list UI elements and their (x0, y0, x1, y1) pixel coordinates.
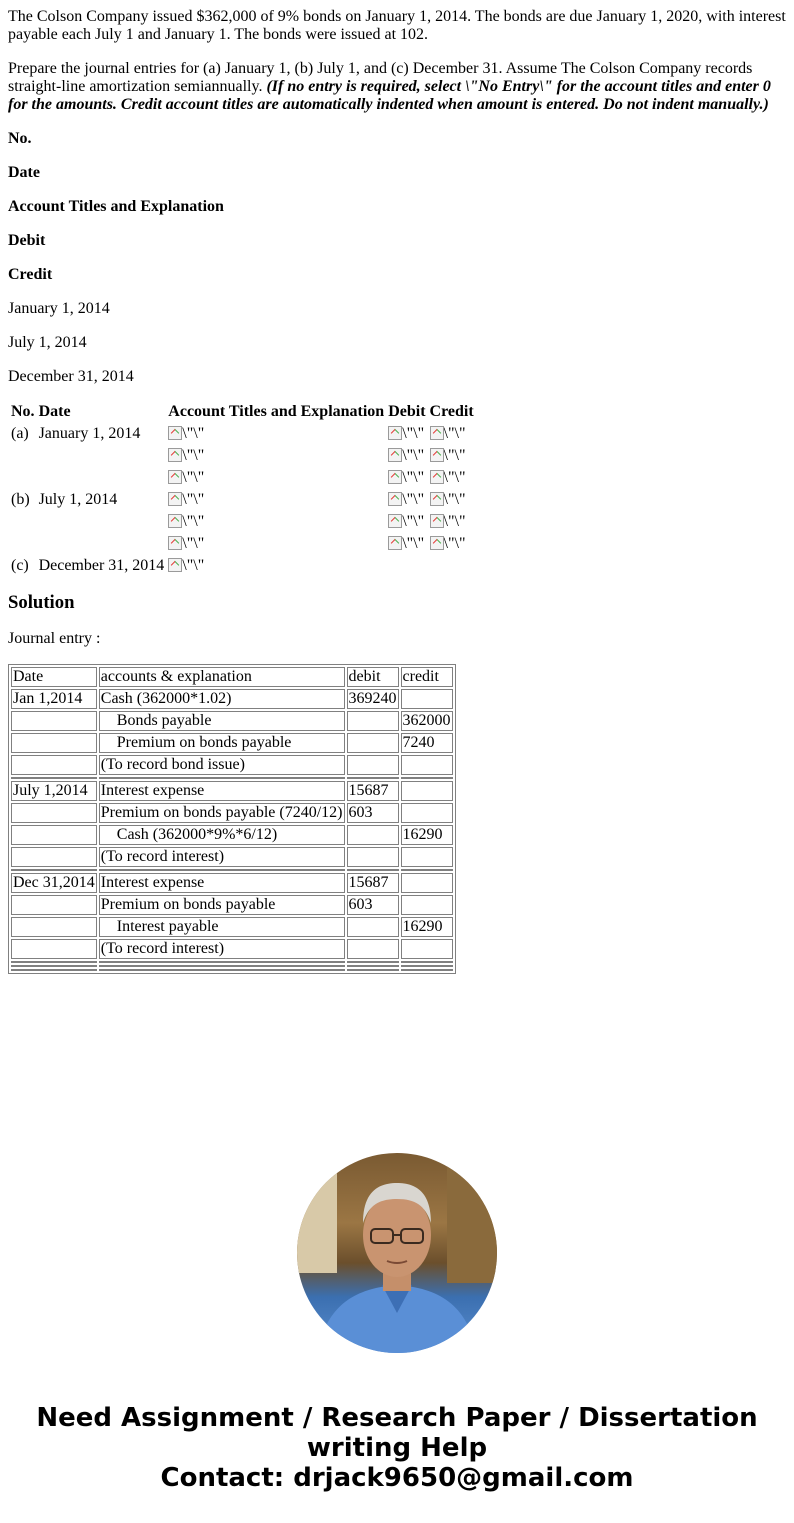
solution-header-credit: credit (401, 667, 453, 687)
broken-image-icon (168, 426, 182, 440)
promo-help-text: Need Assignment / Research Paper / Dissertation writing Help (36, 1403, 758, 1463)
solution-heading: Solution (8, 592, 75, 613)
table-row (11, 825, 453, 845)
broken-image-alt: \"\" (402, 513, 425, 530)
form-cell-credit (429, 534, 475, 554)
separator-cell (347, 969, 399, 971)
form-cell-credit (429, 556, 475, 576)
separator-cell (99, 961, 345, 963)
solution-cell-account (99, 781, 345, 801)
form-cell-date: July 1, 2014 (38, 491, 118, 508)
account-select[interactable] (168, 514, 204, 530)
broken-image-icon (168, 470, 182, 484)
form-row (10, 468, 475, 488)
credit-input[interactable] (430, 426, 466, 442)
solution-debit-text: 603 (348, 896, 373, 913)
separator-cell (11, 869, 97, 871)
form-header-account: Account Titles and Explanation (168, 403, 385, 420)
solution-cell-credit (401, 847, 453, 867)
solution-cell-credit (401, 689, 453, 709)
form-header-credit: Credit (429, 403, 474, 420)
form-cell-no: (a) (11, 425, 29, 442)
form-row (10, 512, 475, 532)
form-cell-credit (429, 512, 475, 532)
separator-cell (347, 869, 399, 871)
broken-image-alt: \"\" (182, 513, 205, 530)
author-portrait-icon (297, 1153, 497, 1353)
account-select[interactable] (168, 426, 204, 442)
broken-image-alt: \"\" (182, 535, 205, 552)
solution-account-text: Interest expense (100, 874, 205, 891)
table-row (11, 917, 453, 937)
solution-credit-text: 16290 (402, 826, 443, 843)
separator-cell (99, 869, 345, 871)
broken-image-icon (430, 426, 444, 440)
form-cell-credit (429, 468, 475, 488)
broken-image-icon (388, 470, 402, 484)
broken-image-alt: \"\" (182, 425, 205, 442)
solution-credit-text: 7240 (402, 734, 435, 751)
form-header-no: No. (11, 403, 35, 420)
broken-image-alt: \"\" (182, 557, 205, 574)
table-row (11, 939, 453, 959)
solution-cell-credit (401, 711, 453, 731)
account-select[interactable] (168, 448, 204, 464)
form-header-row (10, 402, 475, 422)
solution-account-text: (To record interest) (100, 940, 225, 957)
solution-cell-credit (401, 939, 453, 959)
broken-image-alt: \"\" (402, 491, 425, 508)
separator-cell (99, 969, 345, 971)
solution-cell-date (11, 939, 97, 959)
debit-input[interactable] (388, 536, 424, 552)
form-cell-account (167, 534, 385, 554)
table-separator-row (11, 961, 453, 963)
label-account-titles: Account Titles and Explanation (8, 198, 224, 215)
solution-credit-text: 16290 (402, 918, 443, 935)
solution-cell-account (99, 755, 345, 775)
form-cell-account (167, 468, 385, 488)
solution-header-debit: debit (347, 667, 399, 687)
solution-cell-debit (347, 939, 399, 959)
broken-image-icon (168, 536, 182, 550)
solution-header-date: Date (11, 667, 97, 687)
debit-input[interactable] (388, 514, 424, 530)
form-cell-account (167, 446, 385, 466)
broken-image-icon (430, 448, 444, 462)
solution-account-text: Premium on bonds payable (7240/12) (100, 804, 343, 821)
form-row (10, 490, 475, 510)
broken-image-icon (388, 492, 402, 506)
debit-input[interactable] (388, 426, 424, 442)
broken-image-icon (388, 536, 402, 550)
form-cell-date (38, 534, 166, 554)
separator-cell (11, 961, 97, 963)
solution-cell-date (11, 803, 97, 823)
solution-cell-debit (347, 873, 399, 893)
form-cell-date (38, 468, 166, 488)
broken-image-icon (388, 448, 402, 462)
solution-table (8, 664, 456, 974)
solution-account-text: (To record bond issue) (100, 756, 245, 773)
solution-cell-credit (401, 803, 453, 823)
document-content (8, 8, 786, 974)
debit-input[interactable] (388, 492, 424, 508)
solution-debit-text: 15687 (348, 782, 389, 799)
table-row (11, 803, 453, 823)
solution-cell-date (11, 825, 97, 845)
table-row (11, 689, 453, 709)
solution-cell-debit (347, 917, 399, 937)
form-cell-no: (c) (11, 557, 29, 574)
solution-cell-credit (401, 895, 453, 915)
form-row (10, 446, 475, 466)
solution-cell-credit (401, 733, 453, 753)
journal-entry-form (8, 400, 477, 578)
label-credit: Credit (8, 266, 53, 283)
solution-cell-debit (347, 895, 399, 915)
broken-image-icon (168, 558, 182, 572)
form-row (10, 534, 475, 554)
broken-image-alt: \"\" (182, 447, 205, 464)
form-header-debit: Debit (388, 403, 426, 420)
date-label-jul: July 1, 2014 (8, 334, 87, 351)
broken-image-alt: \"\" (443, 469, 466, 486)
solution-cell-date (11, 711, 97, 731)
solution-cell-account (99, 825, 345, 845)
solution-account-text: Interest payable (116, 918, 219, 935)
broken-image-alt: \"\" (402, 535, 425, 552)
broken-image-alt: \"\" (402, 447, 425, 464)
broken-image-icon (168, 448, 182, 462)
form-cell-debit (387, 468, 426, 488)
label-date: Date (8, 164, 40, 181)
promo-banner (0, 1403, 794, 1493)
problem-statement: The Colson Company issued $362,000 of 9% bonds on January 1, 2014. The bonds are due January 1, 2020, with interest payable each July 1 and January 1. The bonds were issued at 102. (8, 8, 786, 43)
form-header-date: Date (38, 403, 71, 420)
solution-credit-text: 362000 (402, 712, 451, 729)
separator-cell (401, 961, 453, 963)
table-row (11, 781, 453, 801)
solution-account-text: Cash (362000*1.02) (100, 690, 232, 707)
account-select[interactable] (168, 558, 204, 574)
account-select[interactable] (168, 470, 204, 486)
broken-image-alt: \"\" (443, 491, 466, 508)
table-separator-row (11, 969, 453, 971)
label-debit: Debit (8, 232, 46, 249)
form-row (10, 556, 475, 576)
solution-cell-credit (401, 781, 453, 801)
broken-image-alt: \"\" (402, 425, 425, 442)
form-cell-debit (387, 446, 426, 466)
account-select[interactable] (168, 536, 204, 552)
form-cell-no (10, 468, 36, 488)
solution-cell-debit (347, 803, 399, 823)
table-separator-row (11, 965, 453, 967)
form-cell-account (167, 512, 385, 532)
credit-input[interactable] (430, 492, 466, 508)
solution-debit-text: 369240 (348, 690, 397, 707)
solution-cell-debit (347, 755, 399, 775)
solution-cell-date (11, 847, 97, 867)
broken-image-alt: \"\" (182, 491, 205, 508)
solution-cell-account (99, 895, 345, 915)
form-cell-credit (429, 490, 475, 510)
solution-cell-credit (401, 873, 453, 893)
form-cell-debit (387, 556, 426, 576)
table-row (11, 755, 453, 775)
solution-cell-account (99, 689, 345, 709)
separator-cell (99, 965, 345, 967)
table-row (11, 733, 453, 753)
solution-header-row (11, 667, 453, 687)
form-cell-no: (b) (11, 491, 30, 508)
form-cell-no (10, 534, 36, 554)
form-cell-debit (387, 424, 426, 444)
solution-cell-date (11, 755, 97, 775)
date-label-jan: January 1, 2014 (8, 300, 110, 317)
table-separator-row (11, 777, 453, 779)
solution-cell-debit (347, 733, 399, 753)
form-cell-account (167, 424, 385, 444)
broken-image-icon (430, 470, 444, 484)
solution-date-text: Dec 31,2014 (13, 874, 95, 891)
solution-account-text: (To record interest) (100, 848, 225, 865)
broken-image-alt: \"\" (182, 469, 205, 486)
broken-image-alt: \"\" (443, 425, 466, 442)
solution-cell-date (11, 733, 97, 753)
solution-cell-account (99, 917, 345, 937)
form-cell-date: December 31, 2014 (38, 557, 165, 574)
solution-cell-account (99, 711, 345, 731)
credit-input[interactable] (430, 514, 466, 530)
form-cell-no (10, 446, 36, 466)
separator-cell (11, 965, 97, 967)
solution-account-text: Interest expense (100, 782, 205, 799)
account-select[interactable] (168, 492, 204, 508)
separator-cell (11, 969, 97, 971)
solution-cell-date (11, 781, 97, 801)
solution-date-text: July 1,2014 (13, 782, 88, 799)
credit-input[interactable] (430, 448, 466, 464)
solution-account-text: Premium on bonds payable (100, 896, 276, 913)
separator-cell (401, 869, 453, 871)
label-no: No. (8, 130, 32, 147)
broken-image-alt: \"\" (443, 535, 466, 552)
solution-cell-credit (401, 755, 453, 775)
table-row (11, 873, 453, 893)
solution-date-text: Jan 1,2014 (13, 690, 83, 707)
debit-input[interactable] (388, 470, 424, 486)
solution-cell-debit (347, 689, 399, 709)
broken-image-icon (168, 514, 182, 528)
broken-image-icon (430, 536, 444, 550)
separator-cell (347, 961, 399, 963)
solution-cell-account (99, 939, 345, 959)
credit-input[interactable] (430, 536, 466, 552)
solution-header-account: accounts & explanation (99, 667, 345, 687)
table-row (11, 847, 453, 867)
solution-cell-date (11, 917, 97, 937)
solution-intro: Journal entry : (8, 630, 101, 647)
solution-cell-credit (401, 917, 453, 937)
form-cell-account (167, 490, 385, 510)
solution-cell-date (11, 873, 97, 893)
broken-image-alt: \"\" (443, 513, 466, 530)
solution-account-text: Bonds payable (116, 712, 212, 729)
instructions-text: Prepare the journal entries for (a) January 1, (b) July 1, and (c) December 31. Assume The Colson Company records straight-line amortization semiannually. (8, 60, 753, 95)
solution-debit-text: 15687 (348, 874, 389, 891)
solution-cell-credit (401, 825, 453, 845)
solution-cell-account (99, 803, 345, 823)
form-cell-date: January 1, 2014 (38, 425, 141, 442)
solution-cell-date (11, 689, 97, 709)
solution-cell-account (99, 733, 345, 753)
broken-image-icon (430, 514, 444, 528)
form-cell-credit (429, 446, 475, 466)
promo-contact-text: Contact: drjack9650@gmail.com (160, 1463, 634, 1493)
problem-instructions (8, 60, 786, 114)
broken-image-icon (430, 492, 444, 506)
broken-image-alt: \"\" (443, 447, 466, 464)
form-cell-credit (429, 424, 475, 444)
separator-cell (347, 965, 399, 967)
solution-cell-debit (347, 847, 399, 867)
form-cell-date (38, 446, 166, 466)
solution-cell-debit (347, 711, 399, 731)
form-row (10, 424, 475, 444)
separator-cell (401, 777, 453, 779)
separator-cell (11, 777, 97, 779)
separator-cell (99, 777, 345, 779)
broken-image-alt: \"\" (402, 469, 425, 486)
author-avatar (297, 1153, 497, 1353)
form-cell-date (38, 512, 166, 532)
date-label-dec: December 31, 2014 (8, 368, 134, 385)
instructions-note: (If no entry is required, select \"No Entry\" for the account titles and enter 0 for the amounts. Credit account titles are automatically indented when amount is entered. Do not indent manually.) (8, 78, 771, 113)
broken-image-icon (388, 426, 402, 440)
solution-account-text: Cash (362000*9%*6/12) (116, 826, 278, 843)
solution-account-text: Premium on bonds payable (116, 734, 292, 751)
broken-image-icon (388, 514, 402, 528)
solution-cell-account (99, 847, 345, 867)
solution-debit-text: 603 (348, 804, 373, 821)
separator-cell (401, 969, 453, 971)
credit-input[interactable] (430, 470, 466, 486)
separator-cell (347, 777, 399, 779)
solution-cell-debit (347, 825, 399, 845)
form-cell-debit (387, 534, 426, 554)
table-separator-row (11, 869, 453, 871)
separator-cell (401, 965, 453, 967)
solution-cell-date (11, 895, 97, 915)
debit-input[interactable] (388, 448, 424, 464)
table-row (11, 711, 453, 731)
form-cell-no (10, 512, 36, 532)
broken-image-icon (168, 492, 182, 506)
form-cell-account (167, 556, 385, 576)
table-row (11, 895, 453, 915)
form-cell-debit (387, 512, 426, 532)
form-cell-debit (387, 490, 426, 510)
solution-cell-debit (347, 781, 399, 801)
solution-cell-account (99, 873, 345, 893)
